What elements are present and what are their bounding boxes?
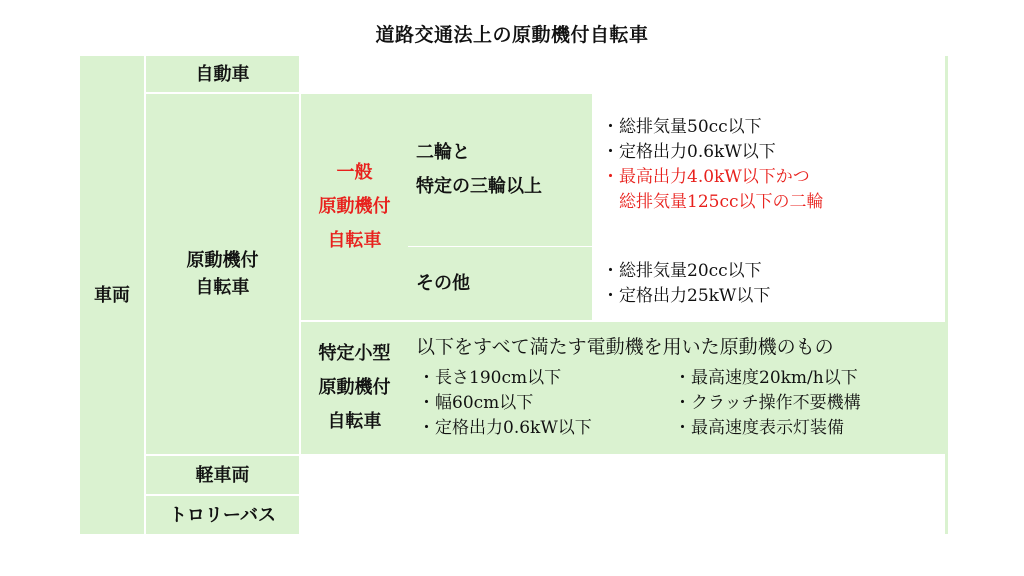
- trolley-cell: [146, 496, 299, 534]
- other-cell: [408, 247, 592, 320]
- spec-displacement-125: 総排気量125cc以下の二輪: [619, 192, 824, 212]
- twowheel-line-2: 特定の三輪以上: [416, 176, 542, 197]
- vehicle-header-cell: [80, 56, 144, 534]
- kei-label: 軽車両: [195, 464, 250, 486]
- kei-value-cell: [301, 458, 945, 492]
- spec-width-60: ・幅60cm以下: [418, 393, 534, 413]
- gendoki-cell: [146, 94, 299, 454]
- twowheel-specs-cell: [594, 96, 945, 246]
- general-line-2: 原動機付: [318, 196, 391, 217]
- spec-length-190: ・長さ190cm以下: [418, 368, 562, 388]
- spec-rated-output-06b: ・定格出力0.6kW以下: [418, 418, 592, 438]
- spec-speed-indicator-lamp: ・最高速度表示灯装備: [674, 418, 844, 438]
- twowheel-cell: [408, 94, 592, 246]
- kei-cell: [146, 456, 299, 494]
- spec-rated-output-25: ・定格出力25kW以下: [602, 286, 771, 306]
- tokutei-specs-cell: [408, 322, 945, 454]
- trolley-label: トロリーバス: [168, 504, 277, 526]
- tokutei-line-1: 特定小型: [318, 343, 391, 364]
- general-line-1: 一般: [336, 162, 373, 183]
- other-specs-cell: [594, 248, 945, 320]
- gendoki-line-1: 原動機付: [186, 250, 259, 271]
- twowheel-line-1: 二輪と: [416, 142, 470, 163]
- gendoki-line-2: 自転車: [195, 277, 250, 298]
- tokutei-line-3: 自転車: [327, 411, 382, 432]
- tokutei-right-specs: [674, 366, 861, 441]
- page-title: 道路交通法上の原動機付自転車: [375, 24, 649, 46]
- jidousha-cell: [146, 56, 299, 92]
- spec-displacement-50: ・総排気量50cc以下: [602, 117, 762, 137]
- spec-rated-output-06: ・定格出力0.6kW以下: [602, 142, 776, 162]
- tokutei-left-specs: [418, 366, 592, 441]
- jidousha-value-cell: [301, 58, 945, 91]
- general-line-3: 自転車: [327, 230, 382, 251]
- jidousha-label: 自動車: [195, 63, 250, 85]
- spec-max-output-4: ・最高出力4.0kW以下かつ: [602, 167, 810, 187]
- spec-max-speed-20: ・最高速度20km/h以下: [674, 368, 858, 388]
- table-right-border: [945, 56, 948, 534]
- trolley-value-cell: [301, 497, 945, 532]
- general-moped-cell: [301, 94, 408, 320]
- tokutei-intro: 以下をすべて満たす電動機を用いた原動機のもの: [416, 336, 834, 358]
- vehicle-label: 車両: [94, 284, 130, 306]
- spec-displacement-20: ・総排気量20cc以下: [602, 261, 762, 281]
- spec-clutchless: ・クラッチ操作不要機構: [674, 393, 861, 413]
- other-label: その他: [416, 273, 470, 294]
- tokutei-line-2: 原動機付: [318, 377, 391, 398]
- tokutei-cell: [301, 322, 408, 454]
